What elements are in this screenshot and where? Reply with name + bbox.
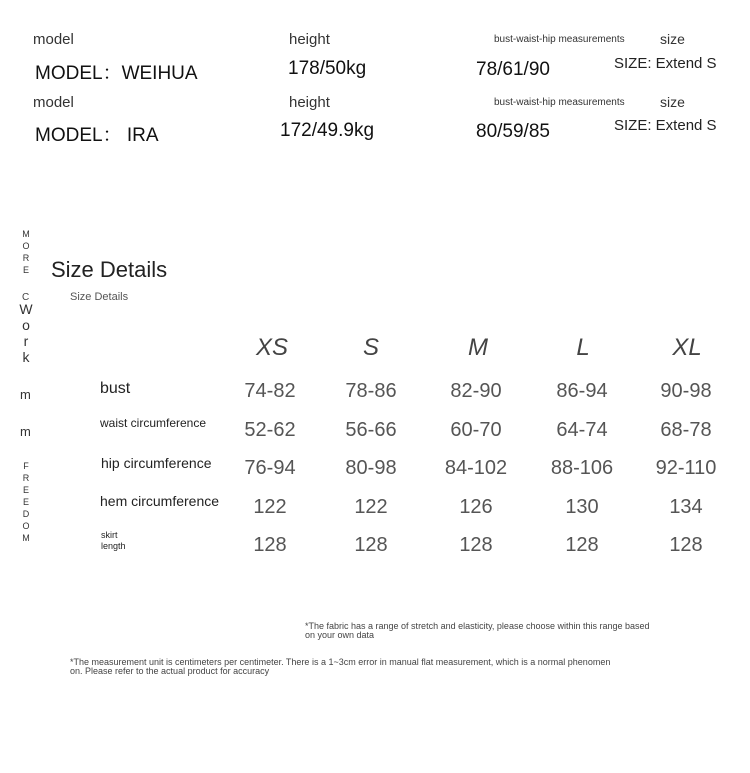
table-cell: 92-110 — [655, 457, 717, 479]
size-details-title: Size Details — [51, 257, 168, 282]
table-cell: 128 — [565, 534, 599, 556]
model-measurements: 80/59/85 — [476, 121, 550, 142]
size-header-xl: XL — [672, 334, 702, 361]
model-name: MODEL：WEIHUA — [35, 63, 198, 84]
table-cell: 86-94 — [556, 380, 608, 402]
row-label-hem: hem circumference — [100, 493, 220, 509]
model-measurements: 78/61/90 — [476, 59, 550, 80]
size-header-l: L — [576, 334, 590, 361]
model-header: model — [33, 31, 74, 48]
measurements-header: bust-waist-hip measurements — [494, 34, 625, 45]
table-cell: 80-98 — [345, 457, 397, 479]
model-height: 172/49.9kg — [280, 120, 375, 141]
table-cell: 88-106 — [550, 457, 614, 479]
table-cell: 60-70 — [450, 419, 502, 441]
height-header: height — [289, 31, 330, 48]
table-cell: 126 — [459, 496, 493, 518]
row-label-waist: waist circumference — [100, 416, 207, 430]
model-size: SIZE: Extend S — [614, 117, 717, 134]
table-cell: 128 — [669, 534, 703, 556]
measurement-note: *The measurement unit is centimeters per centimeter. There is a 1~3cm error in manual flat measurement, which is a normal phenomen on. Please refer to the actual product for accuracy — [70, 658, 611, 676]
model-height: 178/50kg — [288, 58, 367, 79]
table-cell: 128 — [459, 534, 493, 556]
side-text-work: W o r k — [19, 301, 33, 365]
table-cell: 122 — [253, 496, 287, 518]
table-cell: 78-86 — [345, 380, 397, 402]
table-cell: 134 — [669, 496, 703, 518]
table-cell: 56-66 — [345, 419, 397, 441]
table-cell: 52-62 — [244, 419, 296, 441]
model-size: SIZE: Extend S — [614, 55, 717, 72]
side-text-freedom: F R E E D O M — [22, 461, 30, 543]
measurements-header: bust-waist-hip measurements — [494, 97, 625, 108]
table-cell: 74-82 — [244, 380, 296, 402]
table-cell: 84-102 — [444, 457, 508, 479]
side-letter: m — [20, 424, 31, 439]
row-label-skirt-length: skirt length — [101, 530, 126, 551]
row-label-bust: bust — [100, 380, 131, 397]
stretch-note: *The fabric has a range of stretch and elasticity, please choose within this range based on your own data — [305, 621, 650, 640]
table-cell: 82-90 — [450, 380, 502, 402]
table-cell: 90-98 — [660, 380, 712, 402]
table-cell: 122 — [354, 496, 388, 518]
size-header-xs: XS — [255, 334, 288, 361]
table-cell: 128 — [253, 534, 287, 556]
height-header: height — [289, 94, 330, 111]
table-cell: 68-78 — [660, 419, 712, 441]
row-label-hip: hip circumference — [101, 455, 212, 471]
table-cell: 76-94 — [244, 457, 296, 479]
size-header-s: S — [362, 334, 379, 361]
size-details-subtitle: Size Details — [70, 291, 129, 303]
table-cell: 128 — [354, 534, 388, 556]
side-text-more: M O R E — [22, 229, 30, 275]
side-letter: C — [22, 292, 30, 303]
size-header: size — [660, 94, 685, 110]
size-header: size — [660, 31, 685, 47]
side-letter: m — [20, 387, 31, 402]
model-name: MODEL： IRA — [35, 125, 159, 146]
table-cell: 130 — [565, 496, 599, 518]
size-header-m: M — [468, 334, 488, 361]
model-header: model — [33, 94, 74, 111]
table-cell: 64-74 — [556, 419, 608, 441]
